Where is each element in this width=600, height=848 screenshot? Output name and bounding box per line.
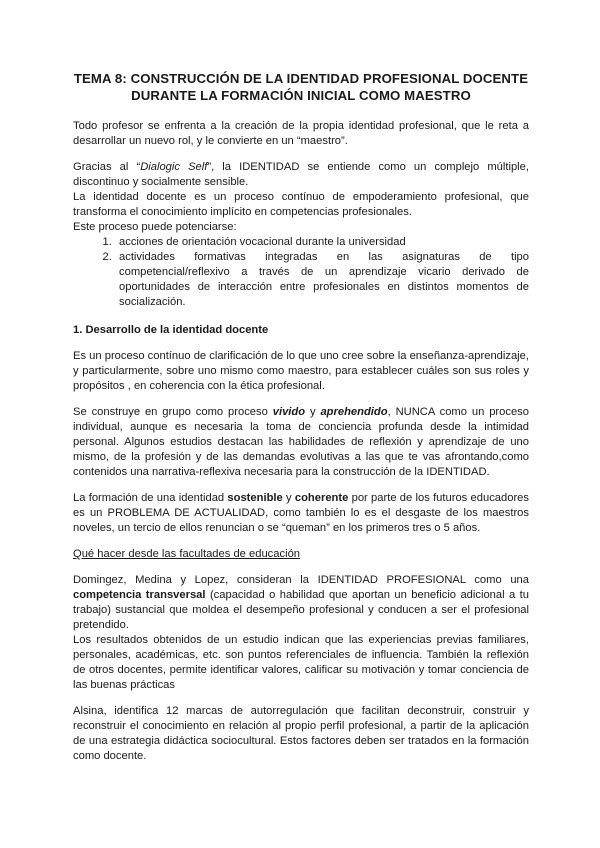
dialogic-self-paragraph bbox=[73, 160, 529, 190]
subheading: Qué hacer desde las facultades de educación bbox=[73, 548, 301, 560]
section-paragraph-1: Es un proceso contínuo de clarificación de lo que uno cree sobre la enseñanza-aprendizaje, y particularmente, sobre uno mismo como maestro, para establecer cuáles son sus roles y propósitos , en coherencia con la ética profesional. bbox=[73, 350, 529, 392]
process-intro: Este proceso puede potenciarse: bbox=[73, 221, 237, 233]
section-paragraph-2 bbox=[73, 405, 529, 480]
dialogic-italic: Dialogic Self bbox=[140, 161, 208, 173]
p2-mid: y bbox=[305, 406, 321, 418]
p3-pre: La formación de una identidad bbox=[73, 492, 228, 504]
dialogic-post: ”, la IDENTIDAD se entiende como un complejo múltiple, discontinuo y socialmente sensible. bbox=[73, 161, 529, 188]
document-page bbox=[73, 70, 529, 764]
process-list bbox=[73, 235, 529, 310]
p3-post: por parte de los futuros educadores es un PROBLEMA DE ACTUALIDAD, como también lo es el desgaste de los maestros noveles, un tercio de ellos renuncian o se “queman” en los primeros tres o 5 años. bbox=[73, 492, 529, 534]
empowerment-paragraph: La identidad docente es un proceso contínuo de empoderamiento profesional, que transforma el conocimiento implícito en competencias profesionales. bbox=[73, 191, 529, 218]
p3-bold-coherente: coherente bbox=[294, 492, 349, 504]
title-line-2: DURANTE LA FORMACIÓN INICIAL COMO MAESTRO bbox=[131, 88, 471, 103]
p2-bold-aprehendido: aprehendido bbox=[320, 406, 388, 418]
p2-pre: Se construye en grupo como proceso bbox=[73, 406, 273, 418]
p3-mid: y bbox=[282, 492, 295, 504]
section-paragraph-6: Alsina, identifica 12 marcas de autorregulación que facilitan deconstruir, construir y reconstruir el conocimiento en relación al propio perfil profesional, a partir de la aplicación de una estrategia didáctica sociocultural. Estos factores deben ser tratados en la formación como docente. bbox=[73, 705, 529, 762]
p4-post: (capacidad o habilidad que aportan un beneficio adicional a tu trabajo) sustancial que moldea el desempeño profesional y conducen a ser el profesional pretendido. bbox=[73, 589, 529, 631]
p4-pre: Domingez, Medina y Lopez, consideran la IDENTIDAD PROFESIONAL como una bbox=[73, 574, 529, 586]
p4-bold-competencia: competencia transversal bbox=[73, 589, 206, 601]
list-item: 2. actividades formativas integradas en las asignaturas de tipo competencial/reflexivo a través de un aprendizaje vicario derivado de oportunidades de interacción entre profesionales en distintos momentos de socialización. bbox=[115, 250, 529, 310]
section-paragraph-5: Los resultados obtenidos de un estudio indican que las experiencias previas familiares, personales, académicas, etc. son puntos referenciales de influencia. También la reflexión de otros docentes, permite identificar valores, calificar su motivación y tomar conciencia de las buenas prácticas bbox=[73, 634, 529, 691]
section-paragraph-3 bbox=[73, 491, 529, 536]
page-title bbox=[73, 70, 529, 104]
list-item: 1. acciones de orientación vocacional durante la universidad bbox=[115, 235, 529, 250]
title-line-1: TEMA 8: CONSTRUCCIÓN DE LA IDENTIDAD PROFESIONAL DOCENTE bbox=[73, 71, 529, 86]
dialogic-pre: Gracias al “ bbox=[73, 161, 141, 173]
section-heading: 1. Desarrollo de la identidad docente bbox=[73, 324, 269, 336]
p2-bold-vivido: vivido bbox=[272, 406, 306, 418]
p2-post: , NUNCA como un proceso individual, aunque es necesaria la toma de conciencia profunda desde la intimidad personal. Algunos estudios destacan las habilidades de reflexión y aprendizaje de uno mismo, de la profesión y de las demandas evolutivas a las que te vas afrontando,como contenidos una narrativa-reflexiva necesaria para la construcción de la IDENTIDAD. bbox=[73, 406, 529, 478]
section-paragraph-4 bbox=[73, 573, 529, 633]
intro-paragraph: Todo profesor se enfrenta a la creación de la propia identidad profesional, que le reta a desarrollar un nuevo rol, y le convierte en un “maestro”. bbox=[73, 120, 529, 147]
p3-bold-sostenible: sostenible bbox=[227, 492, 283, 504]
